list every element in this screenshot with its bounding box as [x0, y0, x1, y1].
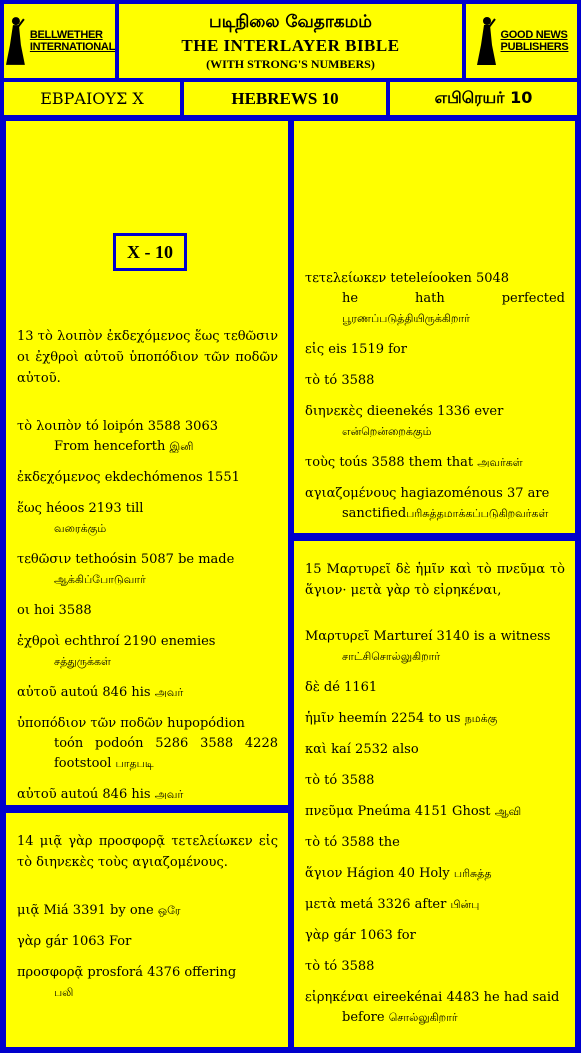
word-entry: [17, 714, 278, 774]
book-title-tamil: [390, 82, 577, 115]
chapter-label: X - 10: [113, 233, 187, 271]
panel-verse-15: [292, 539, 577, 1049]
word-main: εἰρηκέναι eireekénai 4483 he had said: [305, 990, 560, 1005]
word-tamil: பரிசுத்தமாக்கப்படுகிறவர்கள்: [406, 507, 549, 520]
word-main: αὐτοῦ autoú 846 his: [17, 685, 151, 700]
word-tamil: சத்துருக்கள்: [54, 655, 111, 668]
word-entry: [305, 895, 565, 915]
word-main: τὸ tó 3588: [305, 773, 375, 788]
word-main: πνεῦμα Pneúma 4151 Ghost: [305, 804, 491, 819]
word-entry: [17, 601, 278, 621]
word-entry: [305, 740, 565, 760]
good-news-logo: [466, 4, 577, 78]
figure-logo-icon: [475, 15, 497, 67]
verse-13-block: [6, 326, 288, 816]
word-entry: [17, 963, 278, 1003]
logo-line-1: GOOD NEWS: [500, 29, 568, 41]
word-entry: [305, 484, 565, 524]
word-main: γὰρ gár 1063 For: [17, 934, 132, 949]
word-tamil: சாட்சிசொல்லுகிறார்: [342, 650, 441, 663]
word-tamil: பாதபடி: [115, 757, 154, 770]
word-tamil: அவர்: [154, 788, 184, 801]
word-tamil: ஆக்கிப்போடுவார்: [54, 573, 146, 586]
word-tamil: சொல்லுகிறார்: [388, 1011, 458, 1024]
word-entry: [305, 269, 565, 329]
word-tamil: ஆவி: [494, 805, 522, 818]
word-entry: [305, 371, 565, 391]
word-entry: [17, 901, 278, 921]
word-main: ἅγιον Hágion 40 Holy: [305, 866, 450, 881]
word-main: γὰρ gár 1063 for: [305, 928, 416, 943]
word-entry: [305, 988, 565, 1028]
word-entry: [305, 627, 565, 667]
word-main: εἰς eis 1519 for: [305, 342, 407, 357]
title-block: [119, 4, 462, 78]
word-main: τοὺς toús 3588 them that: [305, 455, 474, 470]
word-tamil: பரிசுத்த: [453, 867, 492, 880]
word-cont: [17, 983, 278, 1003]
verse-14-text: 14 μιᾷ γὰρ προσφορᾷ τετελείωκεν εἰς τὸ διηνεκὲς τοὺς αγιαζομένους.: [17, 834, 278, 870]
title-tamil: படிநிலை வேதாகமம்: [209, 12, 372, 32]
word-tamil: வரைக்கும்: [54, 522, 107, 535]
verse-15-text: 15 Μαρτυρεῖ δὲ ἡμῖν καὶ τὸ πνεῦμα τὸ ἅγιον· μετὰ γὰρ τὸ εἰρηκέναι,: [305, 562, 565, 598]
book-tamil-label: எபிரெயர் 10: [434, 88, 533, 107]
word-entry: [17, 632, 278, 672]
word-entry: [305, 926, 565, 946]
word-entry: [17, 499, 278, 539]
book-title-english: [184, 82, 386, 115]
word-entry: [305, 802, 565, 822]
book-english-label: HEBREWS 10: [231, 88, 339, 108]
word-main: τὸ tó 3588: [305, 959, 375, 974]
book-title-greek: [4, 82, 180, 115]
word-main: Μαρτυρεῖ Martureí 3140 is a witness: [305, 629, 551, 644]
word-tamil: நமக்கு: [464, 712, 498, 725]
panel-verse-13: [4, 119, 290, 807]
verse-15-block: [294, 541, 575, 1028]
word-main: διηνεκὲς dieenekés 1336 ever: [305, 404, 504, 419]
word-main: καὶ kaí 2532 also: [305, 742, 419, 757]
word-main: αγιαζομένους hagiazoménous 37 are: [305, 486, 550, 501]
word-cont: toón podoón 5286 3588 4228 footstool பாதபடி: [54, 736, 278, 771]
title-subtitle: (WITH STRONG'S NUMBERS): [206, 57, 375, 71]
panel-verse-14: [4, 811, 290, 1049]
word-entry: [17, 785, 278, 805]
bellwether-logo: [4, 4, 115, 78]
word-entry: [305, 957, 565, 977]
word-main: αὐτοῦ autoú 846 his: [17, 787, 151, 802]
word-cont: [17, 570, 278, 590]
verse-14-cont-block: [294, 269, 575, 535]
word-entry: [305, 678, 565, 698]
word-entry: [305, 709, 565, 729]
word-main: ἕως héoos 2193 till: [17, 501, 144, 516]
word-main: ἐχθροὶ echthroí 2190 enemies: [17, 634, 216, 649]
word-entry: [17, 550, 278, 590]
word-main: τὸ tó 3588 the: [305, 835, 400, 850]
word-main: τὸ λοιπὸν tó loipón 3588 3063: [17, 419, 218, 434]
title-english: THE INTERLAYER BIBLE: [181, 36, 400, 55]
logo-line-1: BELLWETHER: [29, 29, 103, 41]
word-main: τετελείωκεν teteleíooken 5048: [305, 271, 510, 286]
word-cont: [17, 519, 278, 539]
word-entry: [305, 864, 565, 884]
word-entry: [17, 683, 278, 703]
logo-line-2: PUBLISHERS: [500, 41, 569, 53]
word-tamil: அவர்கள்: [477, 456, 523, 469]
verse-13-words: [17, 417, 278, 805]
book-greek-label: ΕΒΡΑΙΟΥΣ Χ: [40, 89, 144, 108]
word-main: ἐκδεχόμενος ekdechómenos 1551: [17, 470, 240, 485]
word-tamil: பின்பு: [450, 898, 480, 911]
word-entry: [305, 453, 565, 473]
word-tamil: பலி: [54, 986, 74, 999]
word-cont: [305, 422, 565, 442]
word-main: τεθῶσιν tethoósin 5087 be made: [17, 552, 235, 567]
word-entry: [305, 833, 565, 853]
word-tamil: என்றென்றைக்கும்: [342, 425, 432, 438]
word-entry: [305, 771, 565, 791]
word-cont: sanctifiedபரிசுத்தமாக்கப்படுகிறவர்கள்: [342, 506, 549, 521]
verse-13-text: 13 τὸ λοιπὸν ἐκδεχόμενος ἕως τεθῶσιν οι ἐχθροὶ αὐτοῦ ὑποπόδιον τῶν ποδῶν αὐτοῦ.: [17, 329, 278, 386]
word-main: μετὰ metá 3326 after: [305, 897, 447, 912]
word-cont: he hath perfected பூரணப்படுத்தியிருக்கிறார்: [342, 291, 565, 325]
word-entry: [305, 340, 565, 360]
panel-verse-14-continued: [292, 119, 577, 535]
word-main: τὸ tó 3588: [305, 373, 375, 388]
word-cont: before சொல்லுகிறார்: [342, 1010, 458, 1025]
word-main: δὲ dé 1161: [305, 680, 378, 695]
word-main: μιᾷ Miá 3391 by one: [17, 903, 154, 918]
logo-line-2: INTERNATIONAL: [29, 41, 115, 53]
word-cont: From henceforth இனி: [54, 439, 194, 454]
verse-14-block: [6, 813, 288, 1003]
word-cont: [17, 652, 278, 672]
word-tamil: பூரணப்படுத்தியிருக்கிறார்: [342, 312, 470, 325]
word-entry: [305, 402, 565, 442]
word-tamil: இனி: [169, 440, 194, 453]
word-cont: [305, 647, 565, 667]
word-entry: [17, 417, 278, 457]
word-tamil: அவர்: [154, 686, 184, 699]
word-main: προσφορᾷ prosforá 4376 offering: [17, 965, 237, 980]
word-main: οι hoi 3588: [17, 603, 92, 618]
word-tamil: ஒரே: [157, 904, 181, 917]
word-main: ἡμῖν heemín 2254 to us: [305, 711, 461, 726]
word-entry: [17, 468, 278, 488]
figure-logo-icon: [4, 15, 26, 67]
word-entry: [17, 932, 278, 952]
word-main: ὑποπόδιον τῶν ποδῶν hupopódion: [17, 716, 245, 731]
